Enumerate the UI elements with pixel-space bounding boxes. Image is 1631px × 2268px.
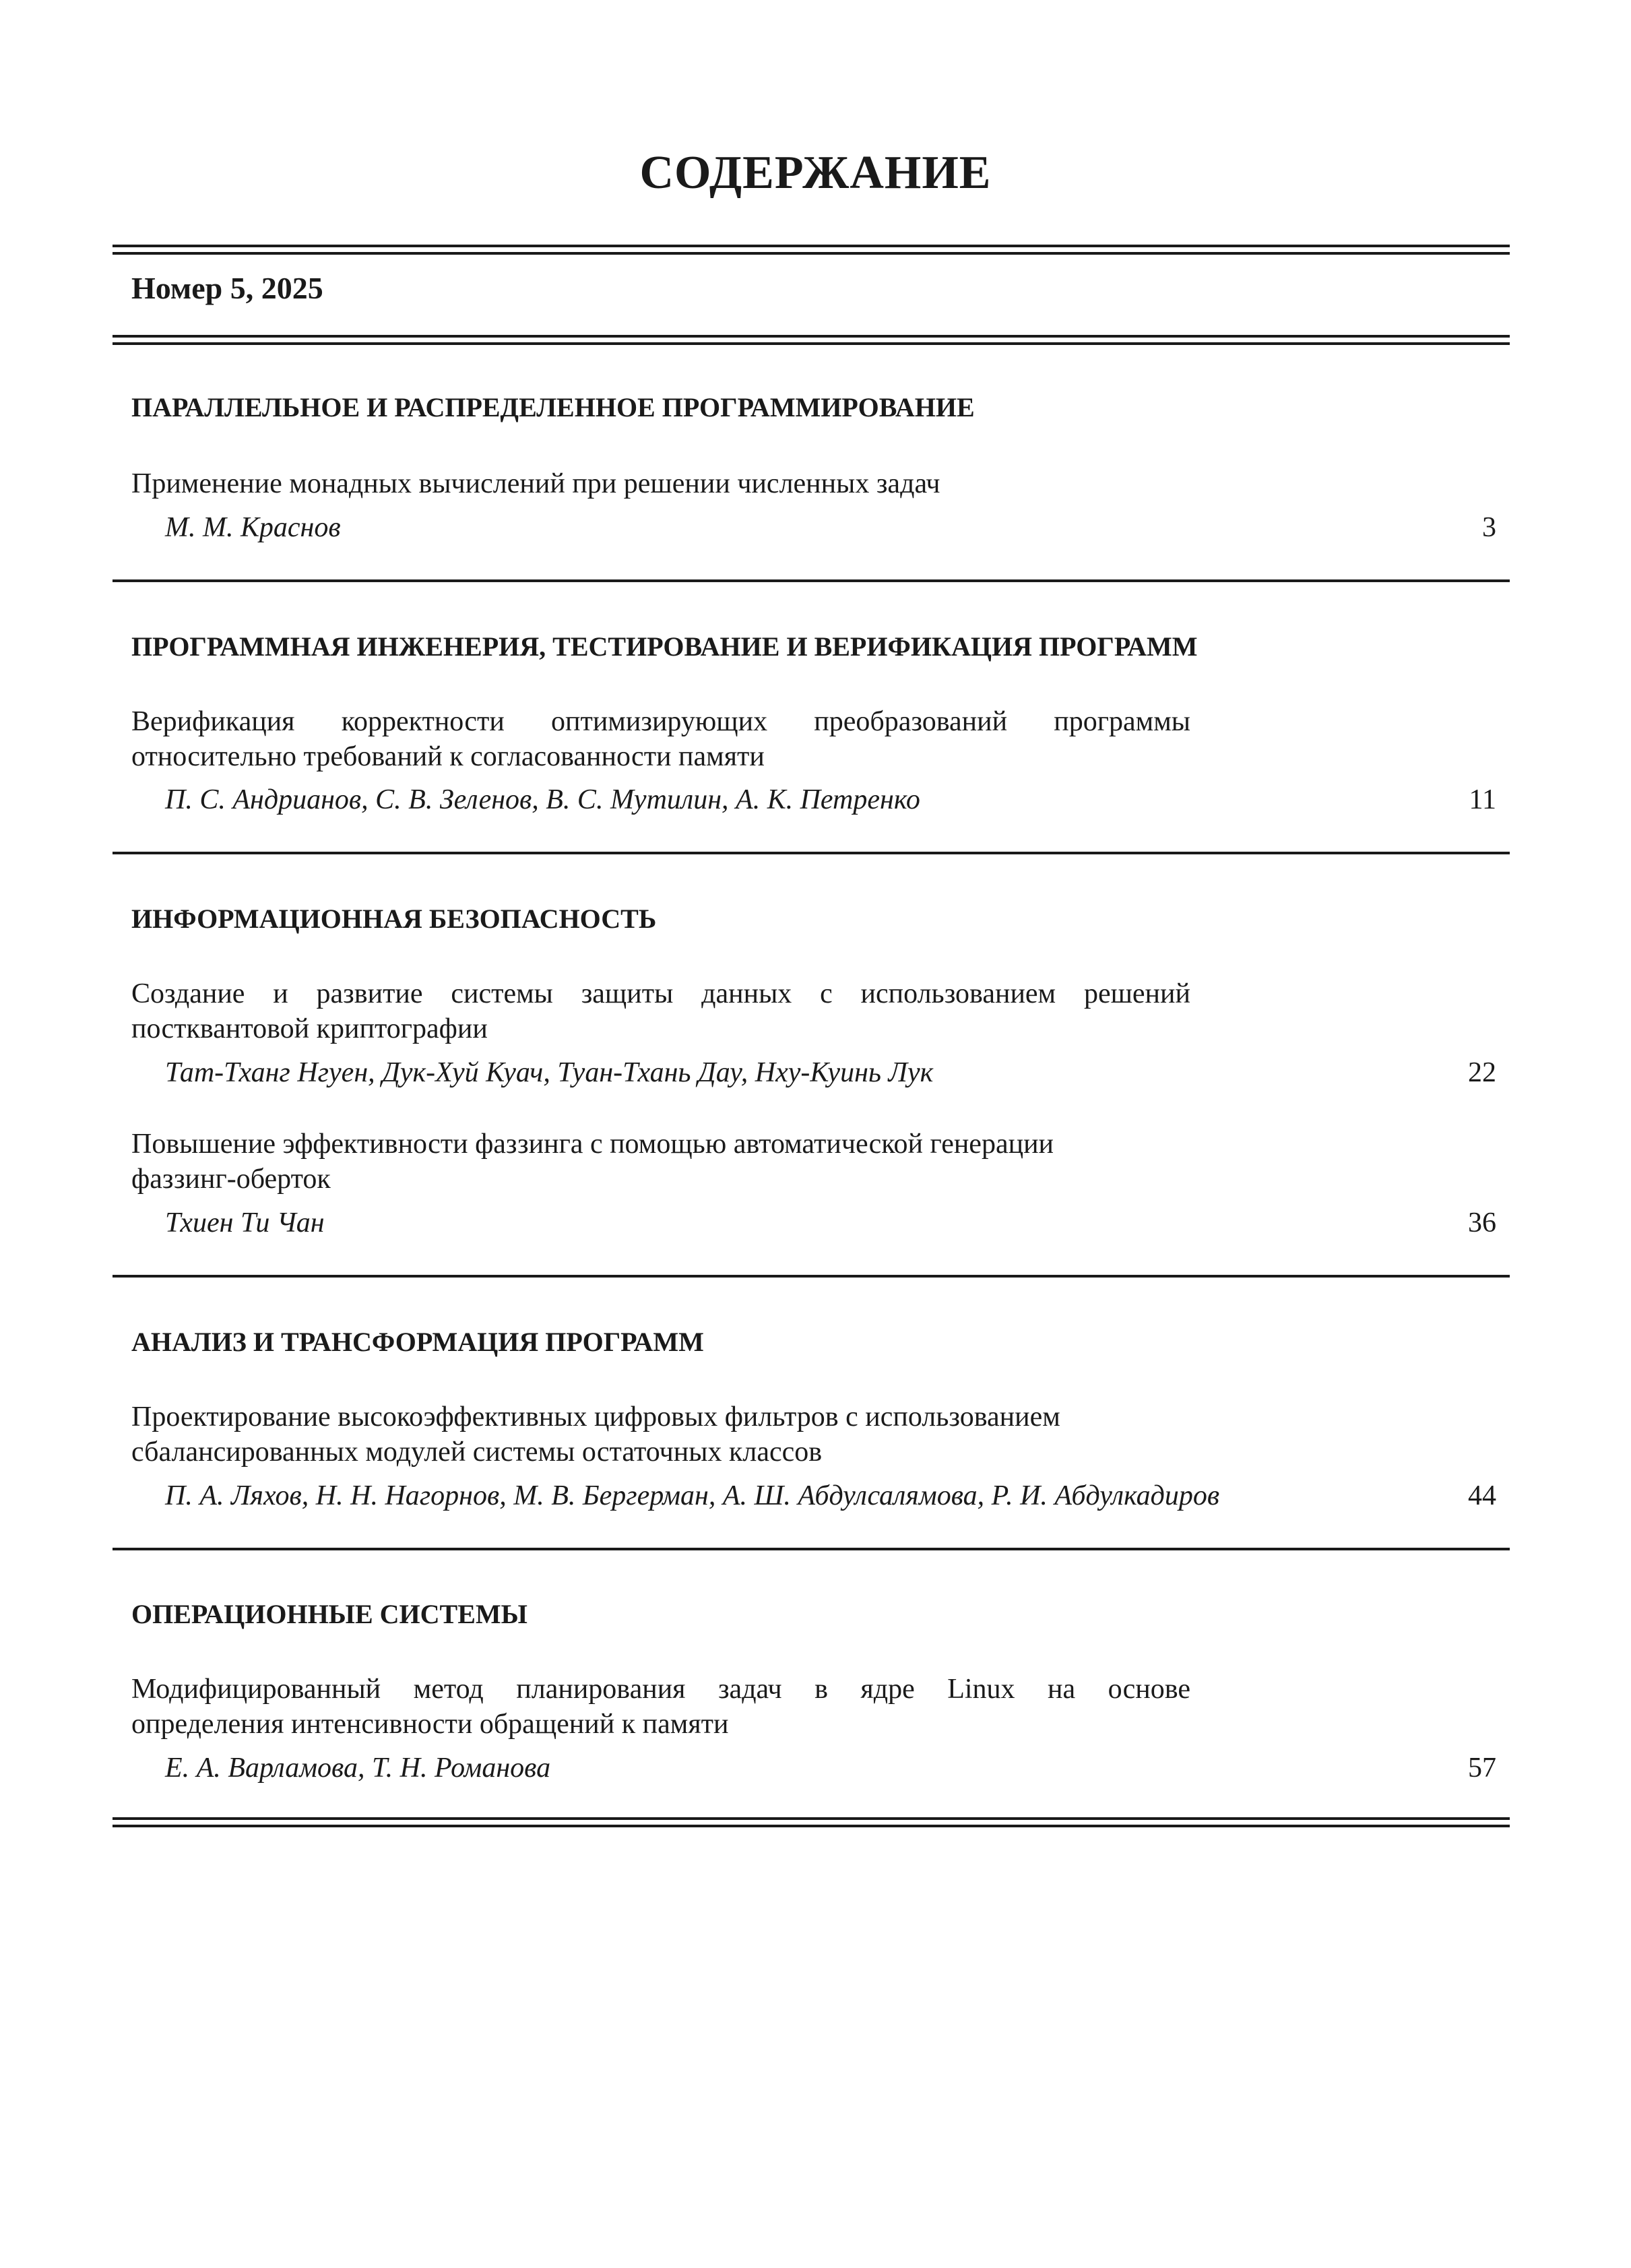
section-heading: ПАРАЛЛЕЛЬНОЕ И РАСПРЕДЕЛЕННОЕ ПРОГРАММИРОВАНИЕ bbox=[131, 392, 975, 422]
issue-number: Номер 5, 2025 bbox=[131, 271, 323, 305]
top-double-rule bbox=[113, 245, 1510, 255]
article-page-number[interactable]: 57 bbox=[1468, 1753, 1496, 1784]
section-heading: ПРОГРАММНАЯ ИНЖЕНЕРИЯ, ТЕСТИРОВАНИЕ И ВЕРИФИКАЦИЯ ПРОГРАММ bbox=[131, 631, 1198, 662]
article-title-line: Модифицированный метод планирования задач в ядре Linux на основе bbox=[131, 1674, 1190, 1705]
article-title-line: постквантовой криптографии bbox=[131, 1013, 488, 1044]
article-title[interactable] bbox=[131, 976, 1190, 1046]
section-divider bbox=[113, 1548, 1510, 1550]
article-title-line: Применение монадных вычислений при решении численных задач bbox=[131, 468, 940, 499]
article-page-number[interactable]: 44 bbox=[1468, 1480, 1496, 1511]
article-title-line: сбалансированных модулей системы остаточных классов bbox=[131, 1437, 823, 1468]
article-title[interactable] bbox=[131, 1127, 1190, 1197]
article-page-number[interactable]: 11 bbox=[1469, 784, 1496, 815]
article-title-line: Верификация корректности оптимизирующих преобразований программы bbox=[131, 706, 1190, 737]
section-divider bbox=[113, 852, 1510, 854]
article-authors: П. С. Андрианов, С. В. Зеленов, В. С. Мутилин, А. К. Петренко bbox=[165, 784, 920, 815]
section-divider bbox=[113, 579, 1510, 582]
issue-double-rule bbox=[113, 335, 1510, 345]
article-page-number[interactable]: 36 bbox=[1468, 1207, 1496, 1238]
section-divider bbox=[113, 1275, 1510, 1278]
article-title[interactable] bbox=[131, 704, 1190, 774]
article-title[interactable] bbox=[131, 1672, 1190, 1742]
article-title-line: Создание и развитие системы защиты данных с использованием решений bbox=[131, 978, 1190, 1009]
section-heading: АНАЛИЗ И ТРАНСФОРМАЦИЯ ПРОГРАММ bbox=[131, 1327, 704, 1357]
bottom-double-rule bbox=[113, 1817, 1510, 1827]
article-title-line: определения интенсивности обращений к памяти bbox=[131, 1709, 729, 1740]
article-page-number[interactable]: 3 bbox=[1482, 512, 1496, 543]
article-title-line: относительно требований к согласованности памяти bbox=[131, 741, 765, 772]
article-authors: Тхиен Ти Чан bbox=[165, 1207, 325, 1238]
article-title-line: Повышение эффективности фаззинга с помощью автоматической генерации bbox=[131, 1129, 1054, 1160]
article-title-line: Проектирование высокоэффективных цифровых фильтров с использованием bbox=[131, 1401, 1060, 1432]
page-title: СОДЕРЖАНИЕ bbox=[639, 147, 992, 199]
section-heading: ОПЕРАЦИОННЫЕ СИСТЕМЫ bbox=[131, 1599, 527, 1629]
article-title[interactable] bbox=[131, 466, 1190, 501]
article-authors: П. А. Ляхов, Н. Н. Нагорнов, М. В. Бергерман, А. Ш. Абдулсалямова, Р. И. Абдулкадиров bbox=[165, 1480, 1220, 1511]
article-authors: Е. А. Варламова, Т. Н. Романова bbox=[165, 1753, 551, 1784]
section-heading: ИНФОРМАЦИОННАЯ БЕЗОПАСНОСТЬ bbox=[131, 904, 657, 934]
article-title-line: фаззинг-оберток bbox=[131, 1164, 331, 1195]
article-authors: М. М. Краснов bbox=[165, 512, 341, 543]
article-title[interactable] bbox=[131, 1399, 1190, 1470]
article-authors: Тат-Тханг Нгуен, Дук-Хуй Куач, Туан-Тхань Дау, Нху-Куинь Лук bbox=[165, 1057, 934, 1088]
article-page-number[interactable]: 22 bbox=[1468, 1057, 1496, 1088]
